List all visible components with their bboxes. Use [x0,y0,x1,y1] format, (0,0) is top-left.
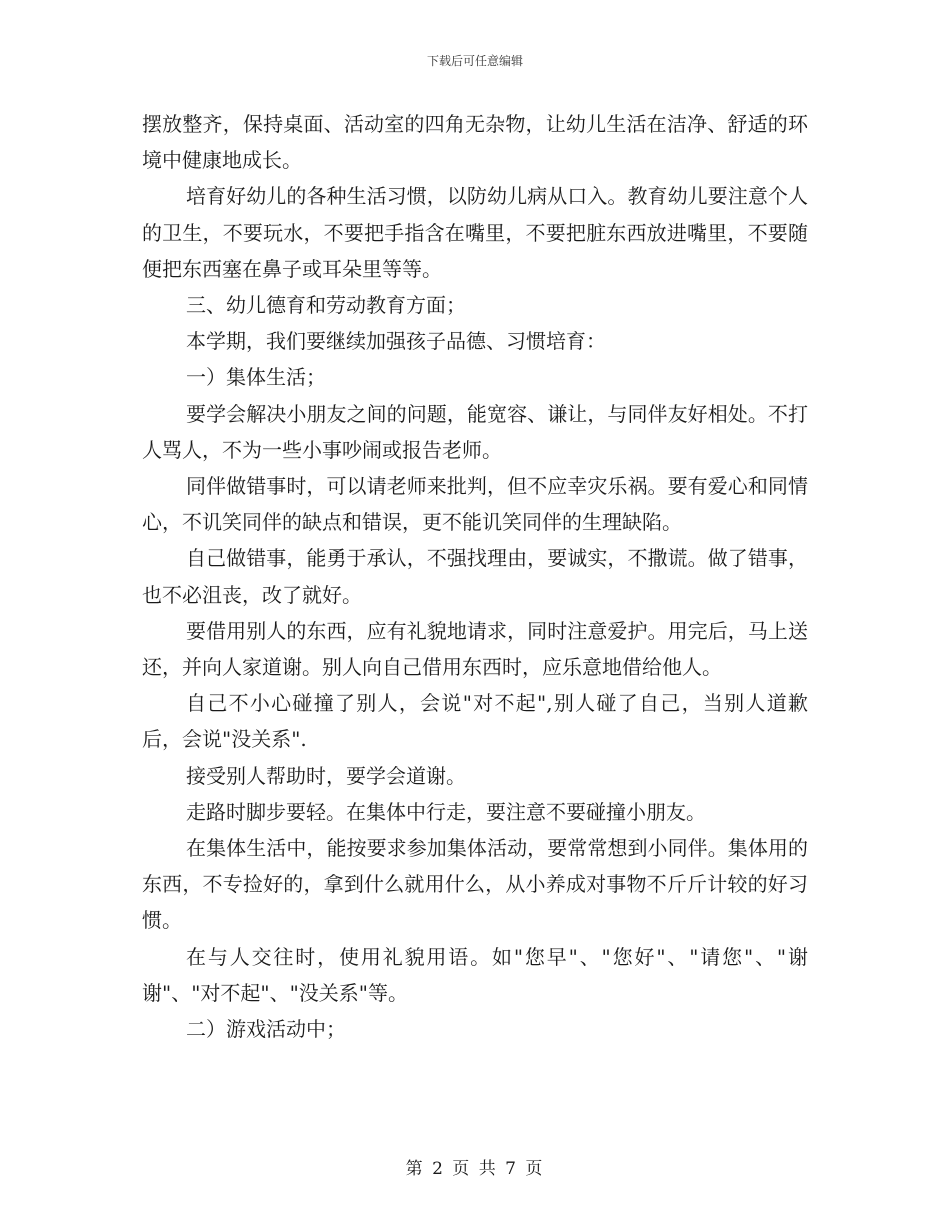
paragraph-4: 本学期，我们要继续加强孩子品德、习惯培育： [186,329,606,354]
paragraph-8: 自己做错事，能勇于承认，不强找理由，要诚实，不撒谎。做了错事，也不必沮丧，改了就好。 [142,546,808,607]
paragraph-2: 培育好幼儿的各种生活习惯，以防幼儿病从口入。教育幼儿要注意个人的卫生，不要玩水，不要把手指含在嘴里，不要把脏东西放进嘴里，不要随便把东西塞在鼻子或耳朵里等等。 [142,184,808,281]
page-footer: 第 2 页 共 7 页 [405,1159,545,1179]
page-header: 下载后可任意编辑 [426,54,523,68]
paragraph-12: 走路时脚步要轻。在集体中行走，要注意不要碰撞小朋友。 [186,799,706,824]
section-heading-3: 三、幼儿德育和劳动教育方面； [186,293,466,318]
paragraph-9: 要借用别人的东西，应有礼貌地请求，同时注意爱护。用完后，马上送还，并向人家道谢。别人向自己借用东西时，应乐意地借给他人。 [142,618,808,680]
paragraph-10: 自己不小心碰撞了别人，会说"对不起",别人碰了自己，当别人道歉后，会说"没关系". [142,691,808,752]
paragraph-13: 在集体生活中，能按要求参加集体活动，要常常想到小同伴。集体用的东西，不专捡好的，拿到什么就用什么，从小养成对事物不斤斤计较的好习惯。 [142,836,808,933]
subsection-heading-1: 一）集体生活； [186,365,326,390]
paragraph-6: 要学会解决小朋友之间的问题，能宽容、谦让，与同伴友好相处。不打人骂人，不为一些小事吵闹或报告老师。 [142,401,808,462]
paragraph-1: 摆放整齐，保持桌面、活动室的四角无杂物，让幼儿生活在洁净、舒适的环境中健康地成长。 [142,112,808,173]
paragraph-11: 接受别人帮助时，要学会道谢。 [186,763,466,788]
paragraph-14: 在与人交往时，使用礼貌用语。如"您早"、"您好"、"请您"、"谢谢"、"对不起"、"没关系"等。 [142,944,808,1005]
document-body [142,106,808,1047]
subsection-heading-2: 二）游戏活动中； [186,1017,346,1042]
paragraph-7: 同伴做错事时，可以请老师来批判，但不应幸灾乐祸。要有爱心和同情心，不讥笑同伴的缺点和错误，更不能讥笑同伴的生理缺陷。 [142,474,808,535]
